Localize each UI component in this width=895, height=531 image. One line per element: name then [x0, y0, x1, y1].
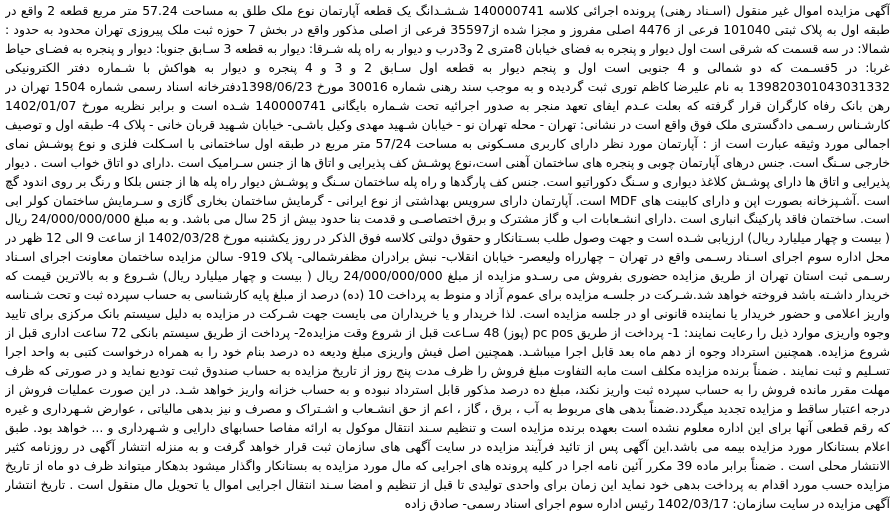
auction-notice	[5, 2, 890, 529]
notice-body-text: آگهی مزایده اموال غیر منقول (اسـناد رهنی) پرونده اجرائی کلاسه 140000741 شـشـدانگ یک قطعه آپارتمان نوع ملک طلق به مساحت 57.24 متر مربع قطعه 2 واقع در طبقه اول به پلاک ثبتی 101040 فرعی از 4476 اصلی مفروز و مجزا شده از35597 فرعی از اصلی مذکور واقع در بخش 7 حوزه ثبت ملک پیروزی تهران محدود به حدود : شمالا: در سه قسمت که شرقی است اول دیوار و پنجره به فضای خیابان 8متری 2 و3درب و دیوار به راه پله شـرقا: دیوار به قطعه 3 سـابق جنوبا: دیوار و پنجره به فضـای حیاط غربا: در 5قسـمت که دو شمالی و 4 جنوبی است اول و پنجم دیوار به قطعه اول سـابق 2 و 3 و 4 پنجره و دیوار به هواکش با شـماره دفتر الکترونیکی 139820301043031332 به نام علیرضا کاظم توری ثبت گردیده و به موجب سند رهنی شماره 30016 مورخ 1398/06/23دفترخانه اسناد رسمی شماره 1504 تهران در رهن بانک رفاه کارگران قرار گرفته که بعلت عـدم ایفای تعهد منجر به صدور اجرائیه تحت شـماره بایگانی 140000741 شـده است و برابر نظریه مورخ 1402/01/07 کارشـناس رسـمی دادگستری ملک فوق واقع است در نشانی: تهران - محله تهران نو - خیابان شـهید مهدی وکیل باشـی- خیابان شـهید قربان خانی - پلاک 4- طبقه اول و توصیف اجمالی مورد وثیقه عبارت است از : آپارتمان مورد نظر دارای کاربری مسـکونی به مساحت 57/24 متر مربع در طبقه اول ساختمانی با اسـکلت فلزی و نوع پوشـش نمای خارجی سـنگ است. جنس درهای آپارتمان چوبی و پنجره های ساختمان آهنی است،نوع پوشـش کف پذیرایی و اتاق ها از جنس سـرامیک است .دارای دو اتاق خواب است . دیوار پذیرایی و اتاق ها دارای پوشـش کلاغذ دیواری و سـنگ دکوراتیو است. جنس کف پارگدها و راه پله ساختمان سـنگ و پوشـش دیوار راه پله ها از جنس بلکا و رنگ بر روی اندود گچ است .آشـپزخانه بصورت اپن و دارای کابینت های MDF است. آپارتمان دارای سرویس بهداشتی از نوع ایرانی - گرمایش ساختمان بخاری گازی و سـرمایش ساختمان کولر ابی است. ساختمان فاقد پارکینگ انباری است .دارای انشـعابات اب و گاز مشترک و برق اختصاصـی و قدمت بنا حدود بیش از 25 سال می باشد. و به مبلغ 24/000/000/000 ریال ( بیست و چهار میلیارد ریال) ارزیابی شـده است و جهت وصول طلب بسـتانکار و حقوق دولتی کلاسه فوق الذکر در روز یکشنبه مورخ 1402/03/28 از ساعت 9 الی 12 ظهر در محل اداره سوم اجرای اسـناد رسـمی واقع در تهران – چهارراه ولیعصر- خیابان انقلاب- نبش برادران مظفرشمالی- پلاک 919- سالن مزایده ساختمان معاونت اجرای اسـناد رسـمی ثبت استان تهران از طریق مزایده حضوری بفروش می رسـدو مزایده از مبلغ 24/000/000/000 ریال ( بیست و چهار میلیارد ریال) شـروع و به بالاترین قیمت که خریدار داشـته باشد فروخته خواهد شد.شـرکت در جلسـه مزایده برای عموم آزاد و منوط به پرداخت 10 (ده) درصد از مبلغ پایه کارشناسی به حساب سپرده ثبت و تحت شـناسه واریز اعلامی و حضور خریدار یا نماینده قانونی او در جلسه مزایده است. لذا خریدار و یا خریداران می بایست جهت شـرکت در مزایده به دلیل سیستم بانک مرکزی برای تایید وجوه واریزی موارد ذیل را رعایت نمایند: 1- پرداخت از طریق pc pos (پوز) 48 سـاعت قبل از شروع وقت مزایده2- پرداخت از طریق سیستم بانکی 72 ساعت اداری قبل از شروع مزایده. همچنین استرداد وجوه از دهم ماه بعد قابل اجرا میباشـد. همچنین اصل فیش واریزی مبلغ ودیعه ده درصد بنام خود را به همراه درخواست کتبی به واحد اجرا تسـلیم و ثبت نمایند . ضمناً برنده مزایده مکلف است مابه التفاوت مبلغ فروش را ظرف مدت پنج روز از تاریخ مزایده به حساب صندوق ثبت تودیع نماید و در صورتی که ظرف مهلت مقرر مانده فروش را به حساب سپرده ثبت واریز نکند، مبلغ ده درصد مذکور قابل استرداد نبوده و به حساب خزانه واریز خواهد شـد. در این صورت عملیات فروش از درجه اعتبار ساقط و مزایده تجدید میگردد.ضمناً بدهی های مربوط به آب ، برق ، گاز ، اعم از حق انشـعاب و اشـتراک و مصرف و نیز بدهی مالیاتی ، عوارض شـهرداری و غیره که رقم قطعی آنها برای این اداره معلوم نشده است بعهده برنده مزایده است و تنظیم سـند انتقال موکول به ارائه مفاصا حسابهای دارایی و شـهرداری و ... خواهد بود. طبق اعلام بستانکار مورد مزایده بیمه می باشد.این آگهی پس از تائید فرآیند مزایده در سایت آگهی های سازمان ثبت قرار خواهد گرفت و به منزله انتشار آگهی در روزنامه کثیر الانتشار محلی است . ضمناً برابر ماده 39 مکرر آئین نامه اجرا در کلیه پرونده های اجرایی که مال مورد مزایده به بستانکار واگذار میشود بدهکار میتواند ظرف دو ماه از تاریخ مزایده حسب مورد اقدام به پرداخت بدهی خود نماید این زمان برای واحدی تولیدی تا قبل از تنظیم و امضا سـند انتقال اجرایی اموال یا تحویل مال منقول است . تاریخ انتشار آگهی مزایده در سایت سازمان: 1402/03/17 رئیس اداره سوم اجرای اسناد رسمی-	[5, 3, 890, 511]
notice-signature: صادق زاده	[404, 495, 459, 511]
